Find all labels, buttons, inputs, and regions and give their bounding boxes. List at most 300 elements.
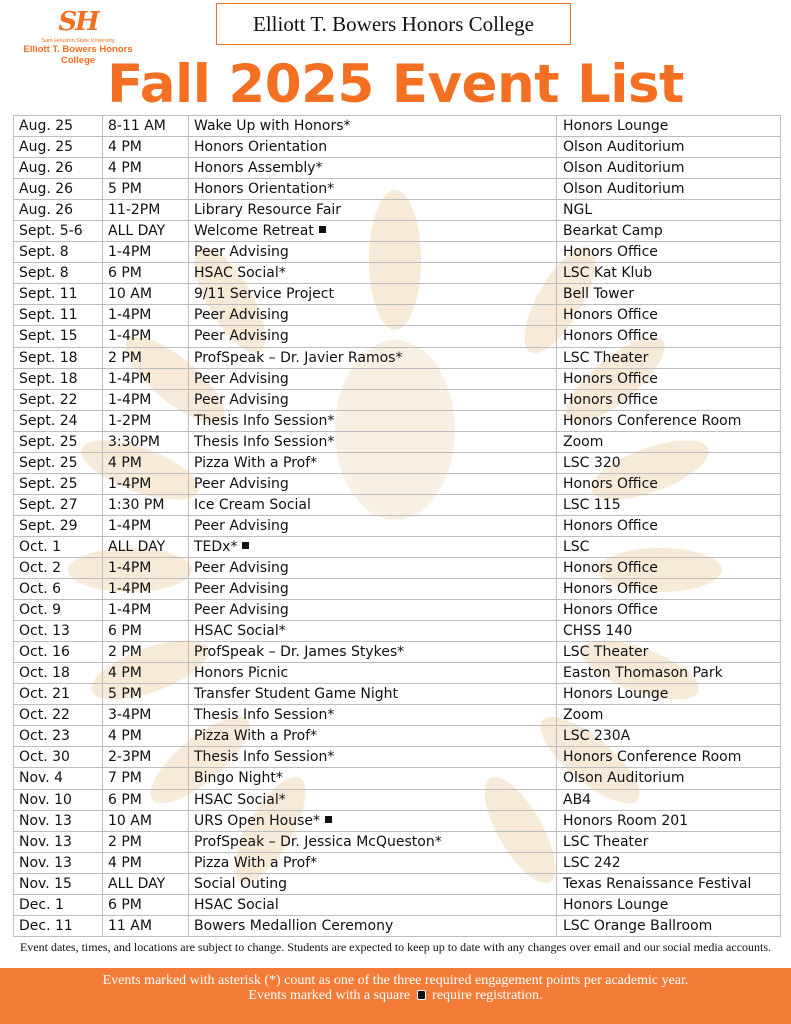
event-time-cell [103,831,189,852]
event-location-cell [557,768,781,789]
event-name-cell [189,221,557,242]
event-date: Sept. 25 [19,433,78,450]
event-date: Sept. 5-6 [19,223,83,240]
event-location: LSC [563,538,590,555]
event-time: 1-4PM [108,244,152,261]
table-row [14,137,781,158]
event-location: AB4 [563,791,592,808]
event-time: 4 PM [108,160,142,177]
event-date-cell [14,894,103,915]
event-location: Olson Auditorium [563,160,685,177]
event-location: Honors Office [563,391,658,408]
event-date: Sept. 11 [19,286,78,303]
event-name: Library Resource Fair [194,202,342,219]
event-location-cell [557,747,781,768]
event-time-cell [103,305,189,326]
event-time-cell [103,221,189,242]
event-time: 4 PM [108,454,142,471]
event-date: Sept. 18 [19,349,78,366]
event-time-cell [103,242,189,263]
footer-square-note-after: require registration. [432,988,543,1003]
event-location-cell [557,663,781,684]
event-time: 4 PM [108,854,142,871]
table-row [14,284,781,305]
event-location-cell [557,179,781,200]
event-name-cell [189,831,557,852]
logo-university: Sam Houston State University [41,38,115,44]
event-date-cell [14,536,103,557]
event-date: Dec. 1 [19,896,64,913]
event-time-cell [103,621,189,642]
table-row [14,831,781,852]
event-date: Nov. 10 [19,791,72,808]
event-location: LSC 242 [563,854,621,871]
event-time: 1-2PM [108,412,152,429]
event-name: Thesis Info Session* [194,433,335,450]
event-name: Honors Orientation* [194,181,335,198]
event-date-cell [14,494,103,515]
event-name: Pizza With a Prof* [194,728,318,745]
event-time-cell [103,915,189,936]
event-date-cell [14,726,103,747]
event-time: ALL DAY [108,538,166,555]
event-location-cell [557,600,781,621]
event-name: TEDx* [194,538,238,555]
event-time: 1-4PM [108,475,152,492]
event-date-cell [14,326,103,347]
event-name-cell [189,389,557,410]
event-location: Easton Thomason Park [563,665,723,682]
table-row [14,642,781,663]
event-date: Oct. 9 [19,602,62,619]
event-time: 1-4PM [108,560,152,576]
table-row [14,789,781,810]
event-date-cell [14,852,103,873]
event-date: Nov. 13 [19,833,72,850]
event-date: Aug. 25 [19,118,74,135]
table-row [14,747,781,768]
event-name-cell [189,663,557,684]
event-time: 1-4PM [108,391,152,408]
event-time-cell [103,600,189,621]
event-name-cell [189,242,557,263]
event-date-cell [14,305,103,326]
event-time-cell [103,873,189,894]
table-row [14,221,781,242]
page-title: Fall 2025 Event List [107,54,684,115]
event-date-cell [14,768,103,789]
event-time: 1-4PM [108,307,152,324]
event-name: Thesis Info Session* [194,749,335,766]
event-date: Oct. 30 [19,749,70,766]
event-time: 6 PM [108,265,142,282]
event-date: Nov. 15 [19,875,72,892]
event-location-cell [557,894,781,915]
header-college-title: Elliott T. Bowers Honors College [216,3,571,45]
event-time: 8-11 AM [108,118,166,135]
event-date: Nov. 13 [19,854,72,871]
event-location: NGL [563,202,593,219]
event-location-cell [557,557,781,578]
event-time: 4 PM [108,665,142,682]
event-name-cell [189,915,557,936]
event-table [13,115,781,937]
event-location: Honors Office [563,581,658,598]
event-time: ALL DAY [108,223,166,240]
event-date: Oct. 6 [19,581,62,598]
event-name-cell [189,726,557,747]
event-date-cell [14,473,103,494]
table-row [14,452,781,473]
event-time: 3-4PM [108,707,152,724]
event-date-cell [14,789,103,810]
event-name: Honors Assembly* [194,160,323,177]
event-location: LSC 115 [563,496,621,513]
event-date: Sept. 18 [19,370,78,387]
event-time: 1-4PM [108,581,152,598]
registration-square-icon [242,542,249,549]
footer-square-note [0,988,791,1003]
event-date-cell [14,179,103,200]
event-location: Honors Lounge [563,686,669,703]
event-name-cell [189,684,557,705]
event-name: Welcome Retreat [194,223,314,240]
event-name: Peer Advising [194,328,289,345]
event-date-cell [14,642,103,663]
event-time-cell [103,347,189,368]
event-time-cell [103,137,189,158]
event-time-cell [103,410,189,431]
event-time-cell [103,684,189,705]
event-time-cell [103,200,189,221]
event-date: Aug. 25 [19,139,74,156]
event-name: ProfSpeak – Dr. Jessica McQueston* [194,833,442,850]
event-location: Honors Office [563,602,658,619]
event-date: Aug. 26 [19,181,74,198]
event-time-cell [103,515,189,536]
event-name: Peer Advising [194,602,289,619]
event-time: ALL DAY [108,875,166,892]
table-row [14,305,781,326]
event-location-cell [557,116,781,137]
event-date-cell [14,831,103,852]
event-date: Oct. 16 [19,644,70,661]
event-time-cell [103,579,189,600]
event-location-cell [557,873,781,894]
event-date-cell [14,158,103,179]
event-location: Zoom [563,433,604,450]
event-date-cell [14,557,103,578]
logo-college-name: Elliott T. Bowers Honors College [23,44,133,66]
event-time: 2 PM [108,644,142,661]
event-name-cell [189,284,557,305]
event-time: 4 PM [108,728,142,745]
event-name: Social Outing [194,875,287,892]
event-date-cell [14,263,103,284]
event-name: Thesis Info Session* [194,707,335,724]
event-date-cell [14,915,103,936]
event-location: Honors Office [563,370,658,387]
event-name-cell [189,305,557,326]
table-row [14,347,781,368]
registration-square-icon [325,816,332,823]
event-date-cell [14,284,103,305]
event-location-cell [557,831,781,852]
event-time-cell [103,789,189,810]
event-name-cell [189,326,557,347]
event-location-cell [557,368,781,389]
event-date: Sept. 15 [19,328,78,345]
event-name: Peer Advising [194,244,289,261]
event-location: Honors Lounge [563,896,669,913]
event-time: 1-4PM [108,370,152,387]
event-time: 6 PM [108,896,142,913]
event-date-cell [14,116,103,137]
event-date-cell [14,621,103,642]
event-date: Sept. 29 [19,517,78,534]
event-location: Honors Office [563,560,658,576]
event-time: 6 PM [108,791,142,808]
event-date: Sept. 22 [19,391,78,408]
event-location: LSC Orange Ballroom [563,917,713,934]
event-location: LSC Theater [563,833,649,850]
event-location: Honors Lounge [563,118,669,135]
event-name: 9/11 Service Project [194,286,334,303]
event-location-cell [557,431,781,452]
event-name-cell [189,894,557,915]
event-time-cell [103,726,189,747]
event-location-cell [557,326,781,347]
event-date-cell [14,452,103,473]
event-location-cell [557,705,781,726]
event-date: Sept. 11 [19,307,78,324]
event-name-cell [189,768,557,789]
event-name-cell [189,158,557,179]
event-location-cell [557,263,781,284]
table-row [14,179,781,200]
event-name: HSAC Social* [194,791,286,808]
table-row [14,579,781,600]
event-date: Oct. 21 [19,686,70,703]
event-name-cell [189,347,557,368]
event-name: HSAC Social [194,896,279,913]
event-location-cell [557,684,781,705]
event-name: Bowers Medallion Ceremony [194,917,394,934]
event-date-cell [14,579,103,600]
event-location: LSC 230A [563,728,631,745]
table-row [14,116,781,137]
event-location-cell [557,536,781,557]
table-row [14,663,781,684]
disclaimer-text: Event dates, times, and locations are subject to change. Students are expected to keep up to date with any changes over email and our social media accounts. [19,940,772,954]
event-date: Sept. 8 [19,265,69,282]
event-date-cell [14,347,103,368]
table-row [14,873,781,894]
event-name-cell [189,536,557,557]
event-time-cell [103,158,189,179]
event-time: 1:30 PM [108,496,165,513]
event-date-cell [14,242,103,263]
table-row [14,705,781,726]
event-location: Olson Auditorium [563,770,685,787]
event-name: Pizza With a Prof* [194,854,318,871]
event-time: 2 PM [108,349,142,366]
event-date: Nov. 13 [19,812,72,829]
table-row [14,263,781,284]
event-name: Peer Advising [194,391,289,408]
event-name: Peer Advising [194,307,289,324]
event-location-cell [557,242,781,263]
event-date-cell [14,200,103,221]
event-location: LSC Theater [563,349,649,366]
event-time: 5 PM [108,181,142,198]
registration-square-icon [319,226,326,233]
event-date: Aug. 26 [19,160,74,177]
event-location-cell [557,305,781,326]
event-location-cell [557,621,781,642]
registration-square-icon [417,990,426,1000]
event-date-cell [14,684,103,705]
table-row [14,810,781,831]
event-time: 1-4PM [108,602,152,619]
event-name-cell [189,557,557,578]
event-name: HSAC Social* [194,623,286,640]
event-time-cell [103,284,189,305]
event-name-cell [189,873,557,894]
event-name: Peer Advising [194,560,289,576]
sh-logo-mark: SH [58,7,98,37]
event-location-cell [557,515,781,536]
event-time-cell [103,263,189,284]
event-name-cell [189,431,557,452]
event-name: Peer Advising [194,517,289,534]
event-name-cell [189,116,557,137]
event-location-cell [557,852,781,873]
event-date: Oct. 23 [19,728,70,745]
event-name-cell [189,368,557,389]
event-name-cell [189,705,557,726]
event-location: Honors Office [563,328,658,345]
event-name: ProfSpeak – Dr. Javier Ramos* [194,349,403,366]
event-name-cell [189,852,557,873]
event-name: Peer Advising [194,581,289,598]
table-row [14,494,781,515]
event-time-cell [103,389,189,410]
event-name-cell [189,494,557,515]
event-location: Honors Conference Room [563,412,742,429]
event-time-cell [103,431,189,452]
event-name: Ice Cream Social [194,496,311,513]
event-location: LSC Theater [563,644,649,661]
event-time-cell [103,747,189,768]
event-name: Peer Advising [194,475,289,492]
event-name: Pizza With a Prof* [194,454,318,471]
event-name: Peer Advising [194,370,289,387]
table-row [14,200,781,221]
event-time: 10 AM [108,286,152,303]
event-date-cell [14,368,103,389]
event-location-cell [557,158,781,179]
event-date: Oct. 18 [19,665,70,682]
event-date: Sept. 24 [19,412,78,429]
event-time-cell [103,368,189,389]
event-date: Sept. 8 [19,244,69,261]
event-date-cell [14,810,103,831]
table-row [14,852,781,873]
event-time-cell [103,557,189,578]
event-location: Honors Office [563,307,658,324]
event-location-cell [557,915,781,936]
event-location: Honors Office [563,517,658,534]
event-name: Transfer Student Game Night [194,686,399,703]
event-name: Honors Orientation [194,139,328,156]
event-time: 10 AM [108,812,152,829]
event-time-cell [103,452,189,473]
event-location: Texas Renaissance Festival [563,875,752,892]
event-time: 5 PM [108,686,142,703]
event-name: Thesis Info Session* [194,412,335,429]
event-location: Honors Office [563,244,658,261]
event-location: Honors Room 201 [563,812,689,829]
table-row [14,158,781,179]
event-time-cell [103,179,189,200]
table-row [14,726,781,747]
event-name: HSAC Social* [194,265,286,282]
event-date: Oct. 13 [19,623,70,640]
event-date: Sept. 25 [19,454,78,471]
event-name: Bingo Night* [194,770,283,787]
event-name: Wake Up with Honors* [194,118,351,135]
event-location-cell [557,494,781,515]
event-location-cell [557,810,781,831]
table-row [14,368,781,389]
event-date-cell [14,873,103,894]
event-location: Honors Office [563,475,658,492]
event-date-cell [14,515,103,536]
event-location: Honors Conference Room [563,749,742,766]
event-date: Oct. 22 [19,707,70,724]
event-location: LSC 320 [563,454,621,471]
event-location: Olson Auditorium [563,139,685,156]
footer-square-note-before: Events marked with a square [248,988,411,1003]
event-location-cell [557,410,781,431]
event-name-cell [189,810,557,831]
event-name-cell [189,137,557,158]
event-date: Sept. 25 [19,475,78,492]
event-time: 1-4PM [108,328,152,345]
event-name-cell [189,473,557,494]
event-name-cell [189,600,557,621]
table-row [14,515,781,536]
event-location-cell [557,389,781,410]
event-time-cell [103,810,189,831]
event-time: 7 PM [108,770,142,787]
event-name: Honors Picnic [194,665,289,682]
event-name-cell [189,579,557,600]
event-location: Olson Auditorium [563,181,685,198]
event-time-cell [103,705,189,726]
event-date: Oct. 1 [19,538,62,555]
event-location-cell [557,221,781,242]
event-location: CHSS 140 [563,623,633,640]
event-location-cell [557,726,781,747]
event-location: Zoom [563,707,604,724]
table-row [14,684,781,705]
table-row [14,326,781,347]
event-date-cell [14,705,103,726]
event-location-cell [557,642,781,663]
table-row [14,242,781,263]
